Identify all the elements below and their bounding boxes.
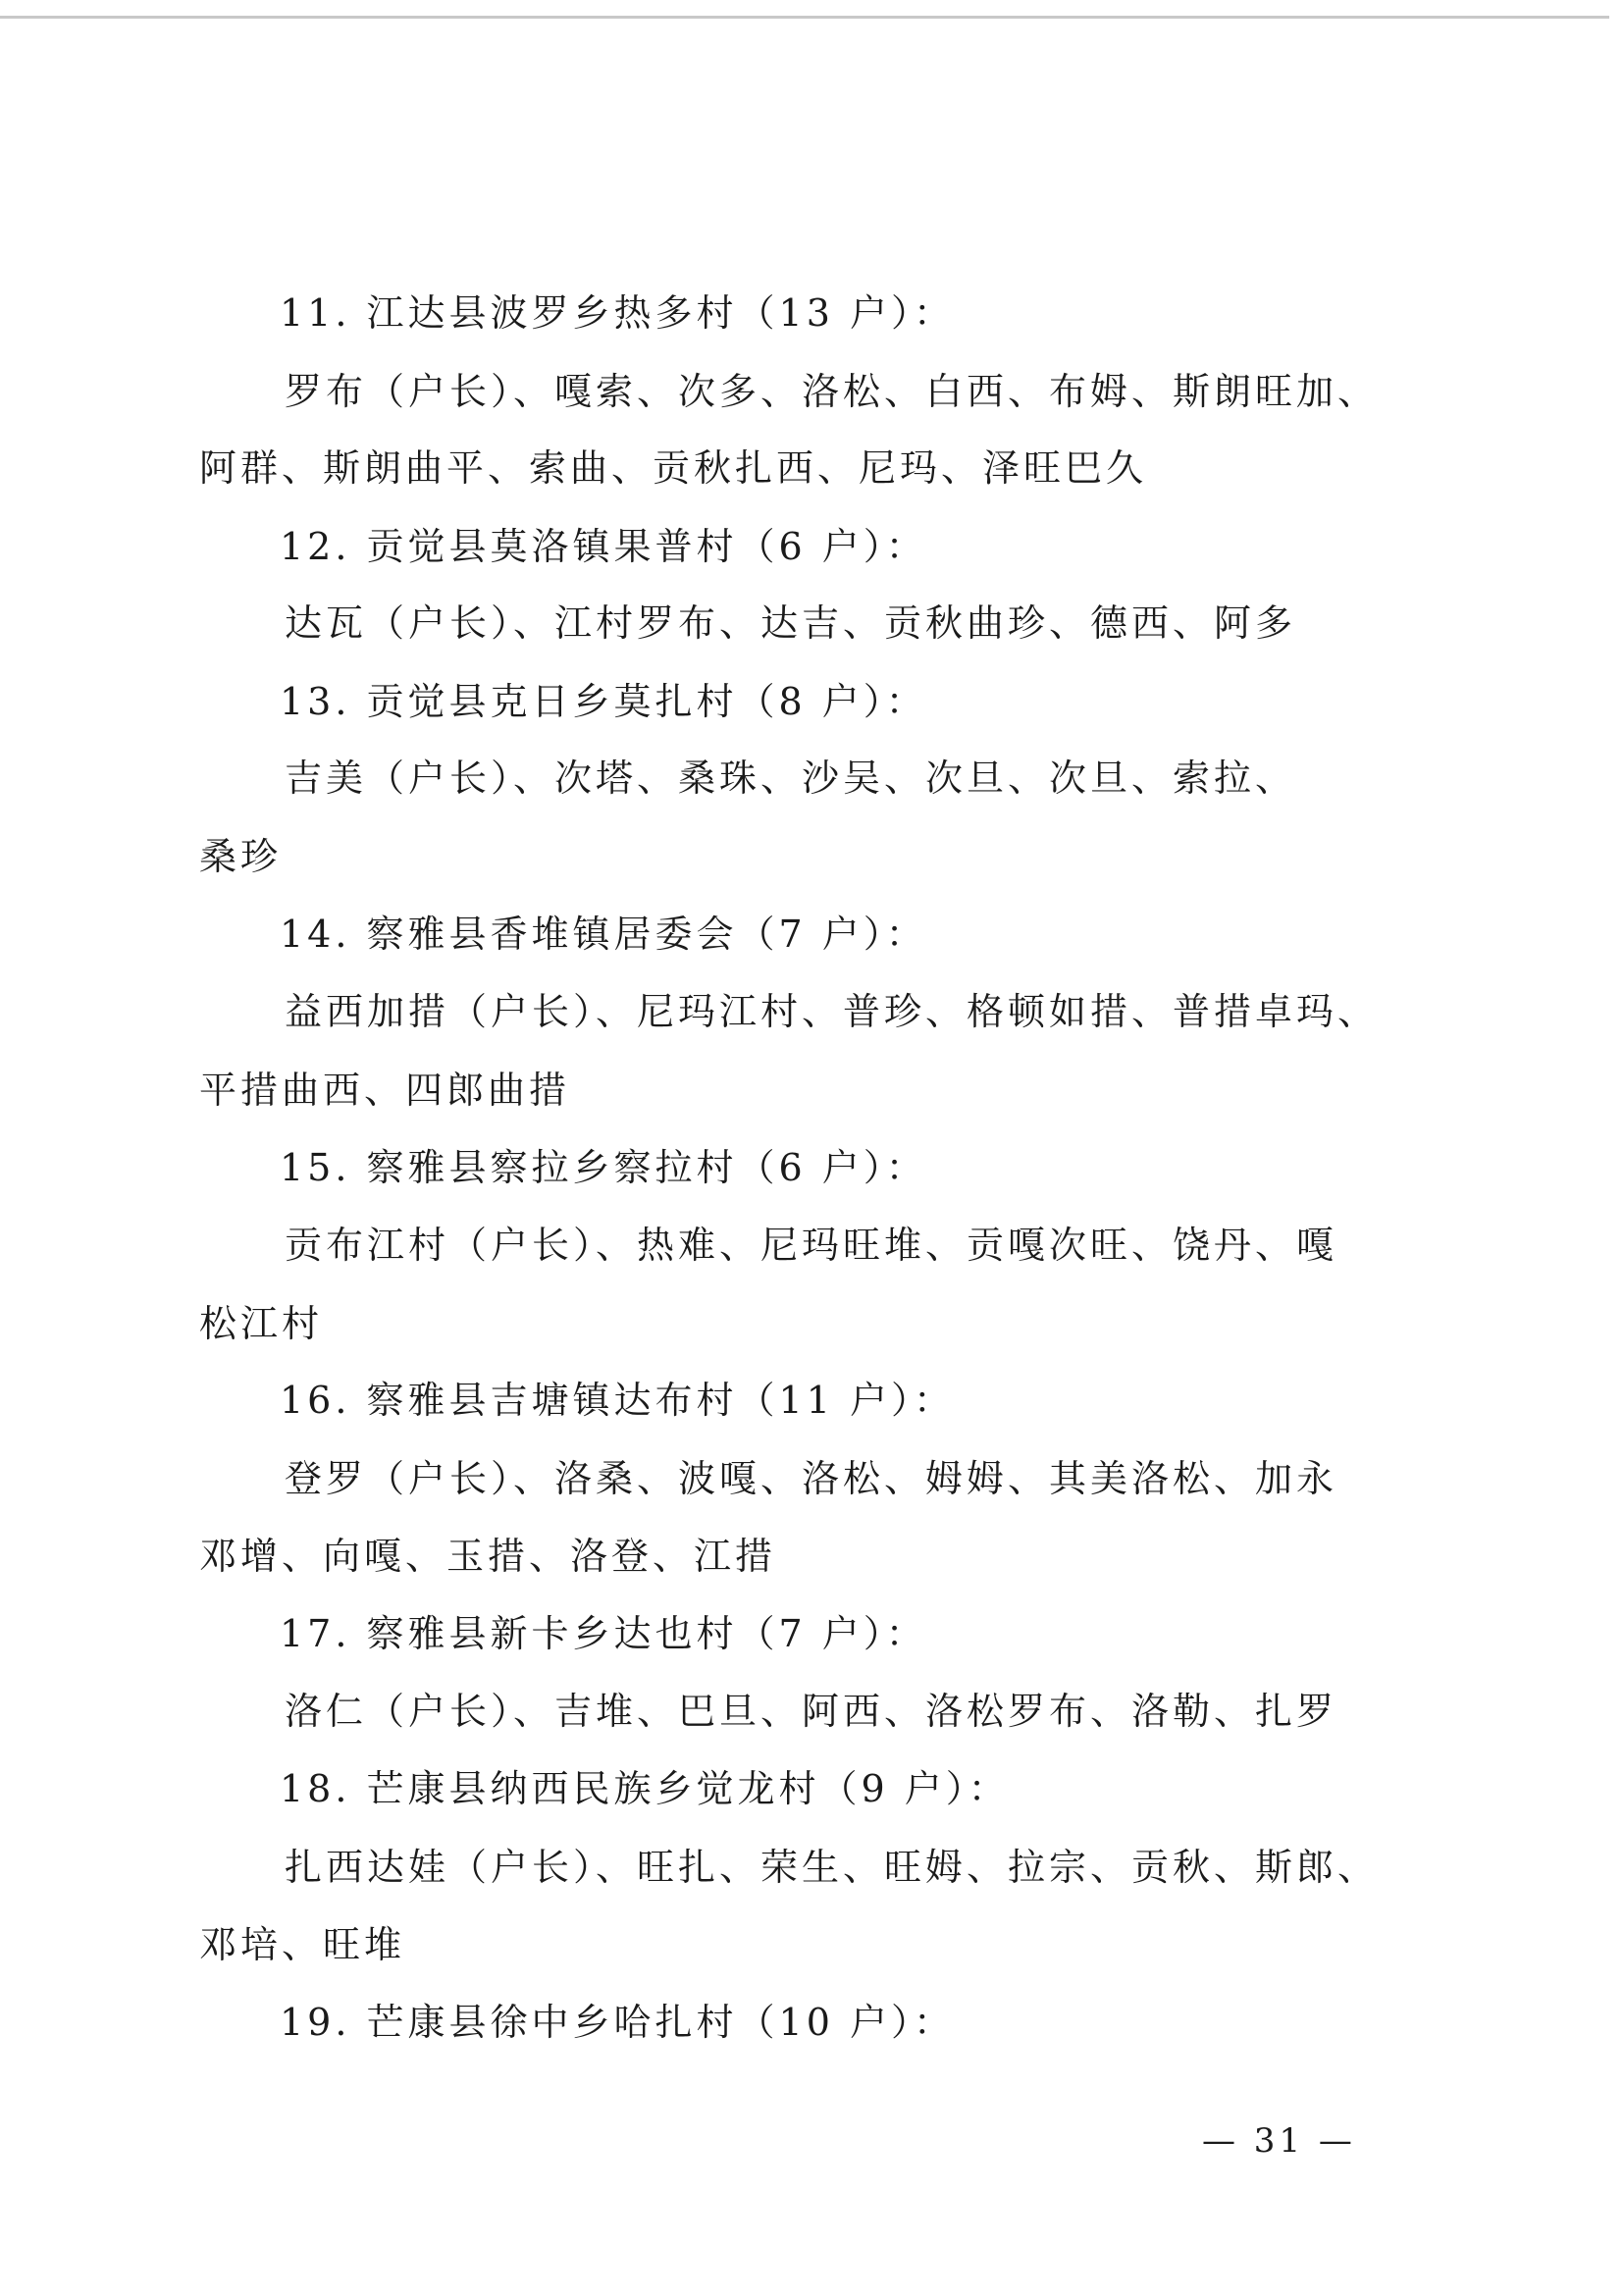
section-heading-12: 12. 贡觉县莫洛镇果普村（6 户）：	[280, 525, 927, 568]
top-border-line	[0, 16, 1609, 19]
member-list-line: 益西加措（户长）、尼玛江村、普珍、格顿如措、普措卓玛、	[285, 990, 1380, 1033]
member-list-line: 洛仁（户长）、吉堆、巴旦、阿西、洛松罗布、洛勒、扎罗	[285, 1690, 1338, 1733]
member-list-line: 平措曲西、四郎曲措	[199, 1069, 571, 1112]
section-heading-13: 13. 贡觉县克日乡莫扎村（8 户）：	[280, 680, 927, 723]
section-heading-18: 18. 芒康县纳西民族乡觉龙村（9 户）：	[280, 1767, 1010, 1810]
section-heading-19: 19. 芒康县徐中乡哈扎村（10 户）：	[280, 2001, 955, 2044]
member-list-line: 邓培、旺堆	[199, 1923, 406, 1966]
member-list-line: 桑珍	[199, 835, 283, 878]
member-list-line: 罗布（户长）、嘎索、次多、洛松、白西、布姆、斯朗旺加、	[285, 370, 1380, 413]
member-list-line: 松江村	[199, 1302, 324, 1345]
member-list-line: 扎西达娃（户长）、旺扎、荣生、旺姆、拉宗、贡秋、斯郎、	[285, 1846, 1380, 1889]
section-heading-17: 17. 察雅县新卡乡达也村（7 户）：	[280, 1612, 927, 1655]
member-list-line: 达瓦（户长）、江村罗布、达吉、贡秋曲珍、德西、阿多	[285, 601, 1297, 645]
page-number: — 31 —	[1202, 2121, 1356, 2161]
section-heading-16: 16. 察雅县吉塘镇达布村（11 户）：	[280, 1379, 955, 1422]
member-list-line: 贡布江村（户长）、热难、尼玛旺堆、贡嘎次旺、饶丹、嘎	[285, 1224, 1338, 1267]
member-list-line: 吉美（户长）、次塔、桑珠、沙吴、次旦、次旦、索拉、	[285, 757, 1297, 800]
member-list-line: 阿群、斯朗曲平、索曲、贡秋扎西、尼玛、泽旺巴久	[199, 446, 1148, 490]
section-heading-11: 11. 江达县波罗乡热多村（13 户）：	[280, 291, 955, 335]
section-heading-14: 14. 察雅县香堆镇居委会（7 户）：	[280, 913, 927, 956]
member-list-line: 邓增、向嘎、玉措、洛登、江措	[199, 1535, 777, 1578]
section-heading-15: 15. 察雅县察拉乡察拉村（6 户）：	[280, 1146, 927, 1189]
member-list-line: 登罗（户长）、洛桑、波嘎、洛松、姆姆、其美洛松、加永	[285, 1457, 1338, 1500]
